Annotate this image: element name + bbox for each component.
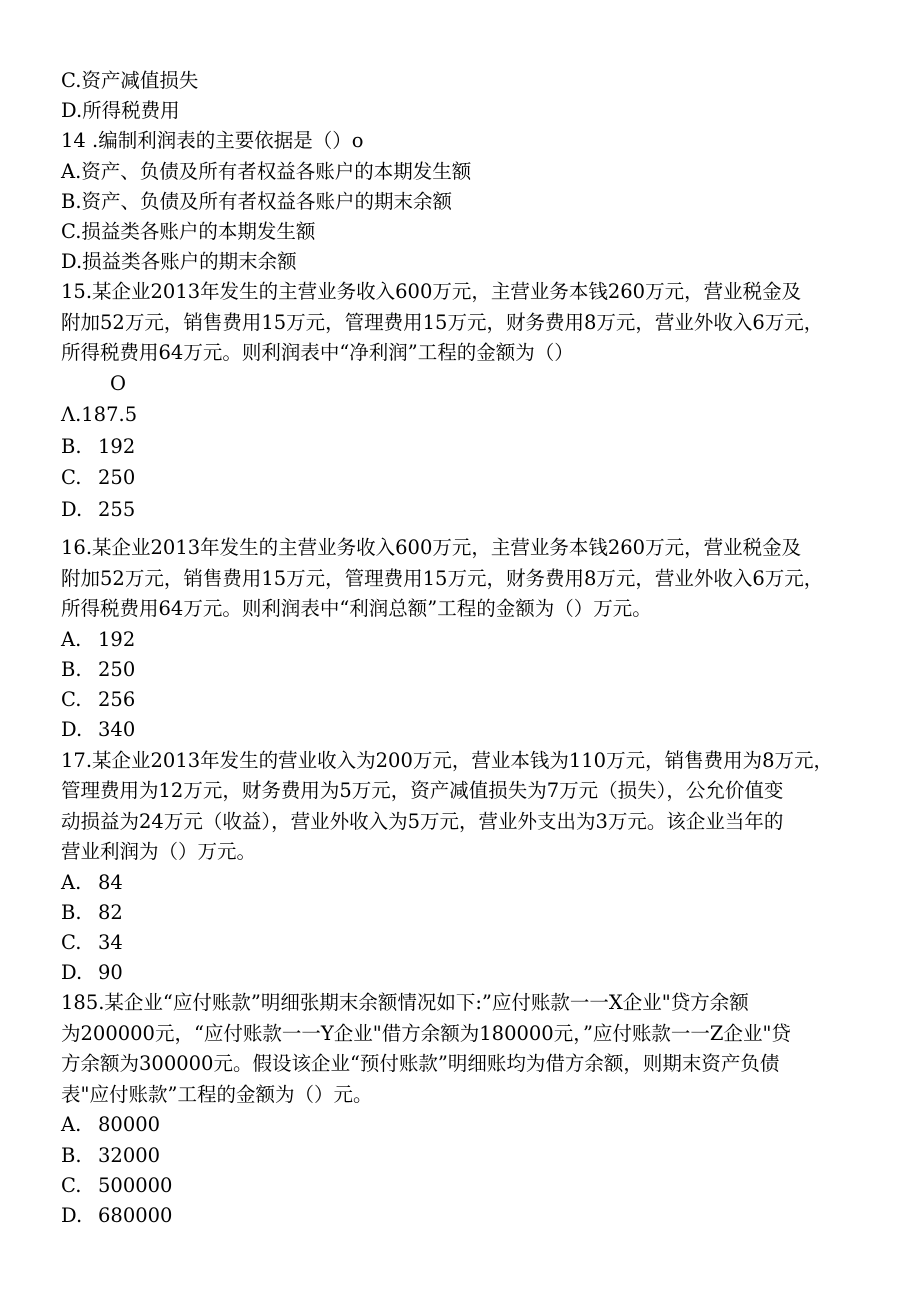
option-value: 500000 [98, 1173, 173, 1197]
q16-option-c [61, 685, 861, 715]
q13-options [61, 66, 861, 126]
option-label: C. [61, 466, 82, 490]
q185-option-b [61, 1141, 861, 1171]
q17-stem-line-4: 营业利润为（）万元。 [61, 840, 257, 864]
q17-option-a [61, 868, 861, 898]
q16-option-a [61, 625, 861, 655]
option-value: 80000 [98, 1113, 161, 1137]
option-value: 255 [98, 497, 136, 521]
option-value: 256 [98, 688, 136, 712]
option-value: 34 [98, 930, 123, 954]
option-label: C. [61, 688, 82, 712]
option-value: 192 [98, 627, 136, 651]
document-page [61, 66, 861, 1231]
option-value: 680000 [98, 1203, 173, 1227]
q16 [61, 533, 861, 745]
q14-option-d: D.损益类各账户的期末余额 [61, 250, 297, 274]
q17-stem-line-1: 17.某企业2013年发生的营业收入为200万元，营业本钱为110万元，销售费用为8万元， [61, 748, 833, 772]
option-value: 90 [98, 961, 123, 985]
option-label: A. [61, 627, 82, 651]
q15-option-b [61, 431, 861, 463]
q14-option-b: B.资产、负债及所有者权益各账户的期末余额 [61, 189, 453, 213]
option-label: B. [61, 658, 82, 681]
q14-stem: 14 .编制利润表的主要依据是（）o [61, 129, 364, 153]
q185-option-d [61, 1201, 861, 1231]
q17 [61, 746, 861, 989]
q185 [61, 988, 861, 1231]
option-label: A. [61, 870, 82, 894]
option-label: D. [61, 718, 83, 742]
option-label: B. [61, 900, 82, 924]
q15-stem-line-2: 附加52万元，销售费用15万元，管理费用15万元，财务费用8万元，营业外收入6万元， [61, 310, 824, 334]
q17-stem-line-3: 动损益为24万元（收益），营业外收入为5万元，营业外支出为3万元。该企业当年的 [61, 809, 784, 833]
q13-option-d: D.所得税费用 [61, 99, 180, 123]
q185-stem-line-1: 185.某企业“应付账款”明细张期末余额情况如下:”应付账款一一X企业"贷方余额 [61, 991, 749, 1015]
q16-option-b [61, 655, 861, 685]
option-label: C. [61, 1173, 82, 1197]
q185-stem-line-3: 方余额为300000元。假设该企业“预付账款”明细账均为借方余额，则期末资产负债 [61, 1052, 780, 1076]
q16-stem-line-1: 16.某企业2013年发生的主营业务收入600万元，主营业务本钱260万元，营业税金及 [61, 536, 802, 560]
option-value: 84 [98, 870, 123, 894]
option-value: 192 [98, 434, 136, 458]
q15-stem-line-3: 所得税费用64万元。则利润表中“净利润”工程的金额为（） [61, 341, 574, 365]
option-value: 250 [98, 658, 136, 681]
q17-stem-line-2: 管理费用为12万元，财务费用为5万元，资产减值损失为7万元（损失），公允价值变 [61, 779, 784, 803]
q15 [61, 277, 861, 525]
q14 [61, 126, 861, 277]
q17-option-b [61, 898, 861, 928]
q15-stem-tail: O [110, 371, 126, 395]
q14-option-a: A.资产、负债及所有者权益各账户的本期发生额 [61, 159, 472, 183]
option-label: B. [61, 434, 82, 458]
q13-option-c: C.资产减值损失 [61, 69, 199, 92]
q17-option-c [61, 928, 861, 958]
q16-stem-line-3: 所得税费用64万元。则利润表中“利润总额”工程的金额为（）万元。 [61, 597, 652, 621]
q15-option-c [61, 462, 861, 494]
q14-option-c: C.损益类各账户的本期发生额 [61, 219, 316, 243]
q15-stem-line-1: 15.某企业2013年发生的主营业务收入600万元，主营业务本钱260万元，营业税金及 [61, 280, 802, 304]
option-value: 250 [98, 466, 136, 490]
q15-option-d [61, 494, 861, 526]
option-label: B. [61, 1143, 82, 1167]
q185-stem-line-2: 为200000元，“应付账款一一Y企业"借方余额为180000元，”应付账款一一Z企业"贷 [61, 1021, 791, 1045]
option-label: D. [61, 961, 83, 985]
q185-option-a [61, 1110, 861, 1140]
option-value: 82 [98, 900, 123, 924]
q16-stem-line-2: 附加52万元，销售费用15万元，管理费用15万元，财务费用8万元，营业外收入6万元， [61, 566, 824, 590]
q15-option-a: Λ.187.5 [61, 403, 138, 427]
q185-option-c [61, 1171, 861, 1201]
q185-stem-line-4: 表"应付账款”工程的金额为（）元。 [61, 1082, 373, 1106]
q16-option-d [61, 715, 861, 745]
option-label: C. [61, 930, 82, 954]
option-label: A. [61, 1113, 82, 1137]
option-value: 32000 [98, 1143, 161, 1167]
option-label: D. [61, 497, 83, 521]
option-value: 340 [98, 718, 136, 742]
q17-option-d [61, 958, 861, 988]
option-label: D. [61, 1203, 83, 1227]
